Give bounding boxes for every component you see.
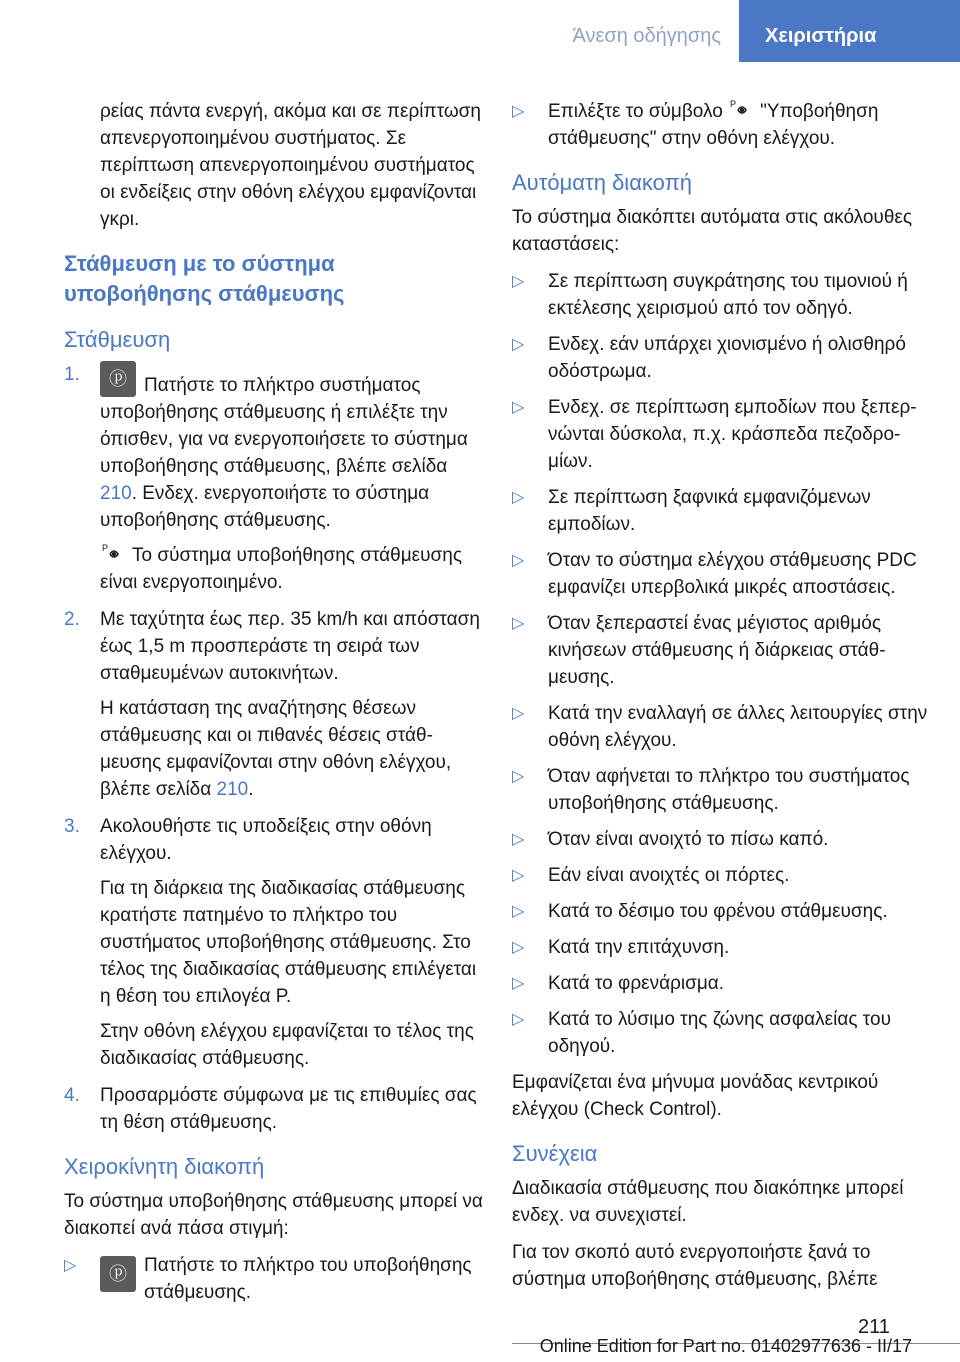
- intro-paragraph: ρείας πάντα ενεργή, ακόμα και σε περίπτωση απενεργοποιημένου συστήματος. Σε περίπτωση απενεργοποιημένου συστήματος οι ενδείξεις στην οθόνη ελέγχου εμφανίζονται γκρι.: [100, 101, 481, 230]
- bullet-triangle-icon: ▷: [512, 336, 525, 353]
- right-column: [512, 98, 932, 1303]
- section-tab: [523, 0, 739, 62]
- step-number: 4.: [64, 1085, 80, 1106]
- parking-assistant-button-icon: ⓟ: [100, 1256, 136, 1292]
- step-text: Ακολουθήστε τις υποδείξεις στην οθόνη ελέγχου.: [100, 816, 432, 864]
- select-symbol-bullet: ▷ Επιλέξτε το σύμβολο P "Υποβοήθηση στάθμευσης" στην οθόνη ελέγχου.: [512, 99, 879, 149]
- list-item: ▷ Κατά την εναλλαγή σε άλλες λειτουργίες στην οθόνη ελέγχου.: [512, 700, 932, 754]
- list-item: ▷ Όταν αφήνεται το πλήκτρο του συστήματος υποβοήθησης στάθμευσης.: [512, 763, 932, 817]
- section-tab-label: Άνεση οδήγησης: [572, 25, 721, 47]
- bullet-triangle-icon: ▷: [512, 705, 525, 722]
- bullet-triangle-icon: ▷: [512, 903, 525, 920]
- step-note: Για τη διάρκεια της διαδικασίας στάθμευσης κρατήστε πατημένο το πλήκτρο του συστήματος υποβοήθησης στάθμευσης. Στο τέλος της διαδικασίας στάθμευσης επιλέγεται η θέση του επιλογέα P.: [100, 878, 477, 1007]
- auto-paragraph: Το σύστημα διακόπτει αυτόματα στις ακόλουθες καταστάσεις:: [512, 207, 913, 255]
- list-item: ▷ Κατά το δέσιμο του φρένου στάθμευσης.: [512, 898, 932, 925]
- list-item: ▷ Κατά το λύσιμο της ζώνης ασφαλείας του οδηγού.: [512, 1006, 932, 1060]
- step-text: Προσαρμόστε σύμφωνα με τις επιθυμίες σας τη θέση στάθμευσης.: [100, 1085, 477, 1133]
- parking-assistant-button-icon: ⓟ: [100, 361, 136, 397]
- bullet-triangle-icon: ▷: [512, 399, 525, 416]
- step-number: 2.: [64, 609, 80, 630]
- list-item: ▷ Εάν είναι ανοιχτές οι πόρτες.: [512, 862, 932, 889]
- bullet-triangle-icon: ▷: [512, 1011, 525, 1028]
- bullet-triangle-icon: ▷: [512, 867, 525, 884]
- svg-text:P: P: [102, 543, 109, 553]
- parking-assistant-symbol-icon: [730, 98, 754, 120]
- list-item: ▷ Όταν ξεπεραστεί ένας μέγιστος αριθμός κινήσεων στάθμευσης ή διάρκειας στάθμευσης.: [512, 610, 932, 691]
- list-item: ▷ Ενδεχ. εάν υπάρχει χιονισμένο ή ολισθηρό οδόστρωμα.: [512, 331, 932, 385]
- list-item: ▷ Ενδεχ. σε περίπτωση εμποδίων που ξεπερνώνται δύσκολα, π.χ. κράσπεδα πεζοδρομίων.: [512, 394, 932, 475]
- bullet-triangle-icon: ▷: [64, 1257, 77, 1274]
- heading-manual-stop: Χειροκίνητη διακοπή: [64, 1154, 265, 1179]
- list-item: ▷ Σε περίπτωση ξαφνικά εμφανιζόμενων εμποδίων.: [512, 484, 932, 538]
- step-2: [64, 606, 484, 803]
- list-item: ▷ Σε περίπτωση συγκράτησης του τιμονιού ή εκτέλεσης χειρισμού από τον οδηγό.: [512, 268, 932, 322]
- check-control-paragraph: Εμφανίζεται ένα μήνυμα μονάδας κεντρικού ελέγχου (Check Control).: [512, 1072, 879, 1120]
- bullet-triangle-icon: ▷: [512, 831, 525, 848]
- list-item: ▷ Κατά το φρενάρισμα.: [512, 970, 932, 997]
- heading-parking: Στάθμευση: [64, 327, 171, 352]
- heading-continue: Συνέχεια: [512, 1141, 598, 1166]
- edition-note: Online Edition for Part no. 01402977636 - II/17: [539, 1336, 912, 1356]
- bullet-triangle-icon: ▷: [512, 615, 525, 632]
- page-link[interactable]: 210: [100, 483, 132, 504]
- page-link[interactable]: 210: [216, 779, 249, 800]
- heading-auto-stop: Αυτόματη διακοπή: [512, 170, 692, 195]
- step-3: [64, 813, 484, 1072]
- page-header: [0, 0, 960, 62]
- manual-paragraph: Το σύστημα υποβοήθησης στάθμευσης μπορεί να διακοπεί ανά πάσα στιγμή:: [64, 1191, 483, 1239]
- list-item: ▷ Κατά την επιτάχυνση.: [512, 934, 932, 961]
- step-4: [64, 1082, 484, 1136]
- step-number: 1.: [64, 364, 80, 385]
- bullet-triangle-icon: ▷: [512, 103, 525, 120]
- bullet-triangle-icon: ▷: [512, 552, 525, 569]
- bullet-triangle-icon: ▷: [512, 975, 525, 992]
- step-text: Με ταχύτητα έως περ. 35 km/h και απόσταση έως 1,5 m προσπεράστε τη σειρά των σταθμευμένων αυτοκινήτων.: [100, 609, 480, 684]
- chapter-tab: [739, 0, 960, 62]
- bullet-triangle-icon: ▷: [512, 489, 525, 506]
- manual-bullet: ▷ ⓟ Πατήστε το πλήκτρο του υποβοήθησης στάθμευσης.: [64, 1252, 484, 1306]
- list-item: ▷ Όταν είναι ανοιχτό το πίσω καπό.: [512, 826, 932, 853]
- chapter-tab-label: Χειριστήρια: [765, 25, 877, 47]
- step-note: Η κατάσταση της αναζήτησης θέσεων στάθμευσης και οι πιθανές θέσεις στάθμευσης εμφανίζονται στην οθόνη ελέγχου, βλέπε σελίδα 210.: [100, 698, 452, 800]
- step-1: [64, 361, 484, 596]
- step-note: Στην οθόνη ελέγχου εμφανίζεται το τέλος της διαδικασίας στάθμευσης.: [100, 1021, 474, 1069]
- svg-text:P: P: [730, 99, 737, 109]
- bullet-triangle-icon: ▷: [512, 273, 525, 290]
- step-number: 3.: [64, 816, 80, 837]
- step-note: P Το σύστημα υποβοήθησης στάθμευσης είναι ενεργοποιημένο.: [100, 543, 462, 593]
- continue-paragraph-1: Διαδικασία στάθμευσης που διακόπηκε μπορεί ενδεχ. να συνεχιστεί.: [512, 1178, 904, 1226]
- list-item: ▷ Όταν το σύστημα ελέγχου στάθμευσης PDC εμφανίζει υπερβολικά μικρές αποστάσεις.: [512, 547, 932, 601]
- page-number: 211: [858, 1316, 890, 1338]
- step-text: ⓟ Πατήστε το πλήκτρο συστήματος υποβοήθησης στάθμευσης ή επιλέξτε την όπισθεν, για να ενεργοποιήσετε το σύστημα υποβοήθησης στάθμευσης, βλέπε σελίδα 210. Ενδεχ. ενεργοποιήστε το σύστημα υποβοήθησης στάθμευσης.: [100, 361, 484, 534]
- heading-parking-assistant: Στάθμευση με το σύστημα υποβοήθησης στάθμευσης: [64, 251, 345, 306]
- bullet-triangle-icon: ▷: [512, 939, 525, 956]
- bullet-triangle-icon: ▷: [512, 768, 525, 785]
- continue-paragraph-2: Για τον σκοπό αυτό ενεργοποιήστε ξανά το σύστημα υποβοήθησης στάθμευσης, βλέπε: [512, 1242, 878, 1290]
- left-column: [64, 98, 484, 1315]
- parking-assistant-symbol-icon: [102, 542, 126, 564]
